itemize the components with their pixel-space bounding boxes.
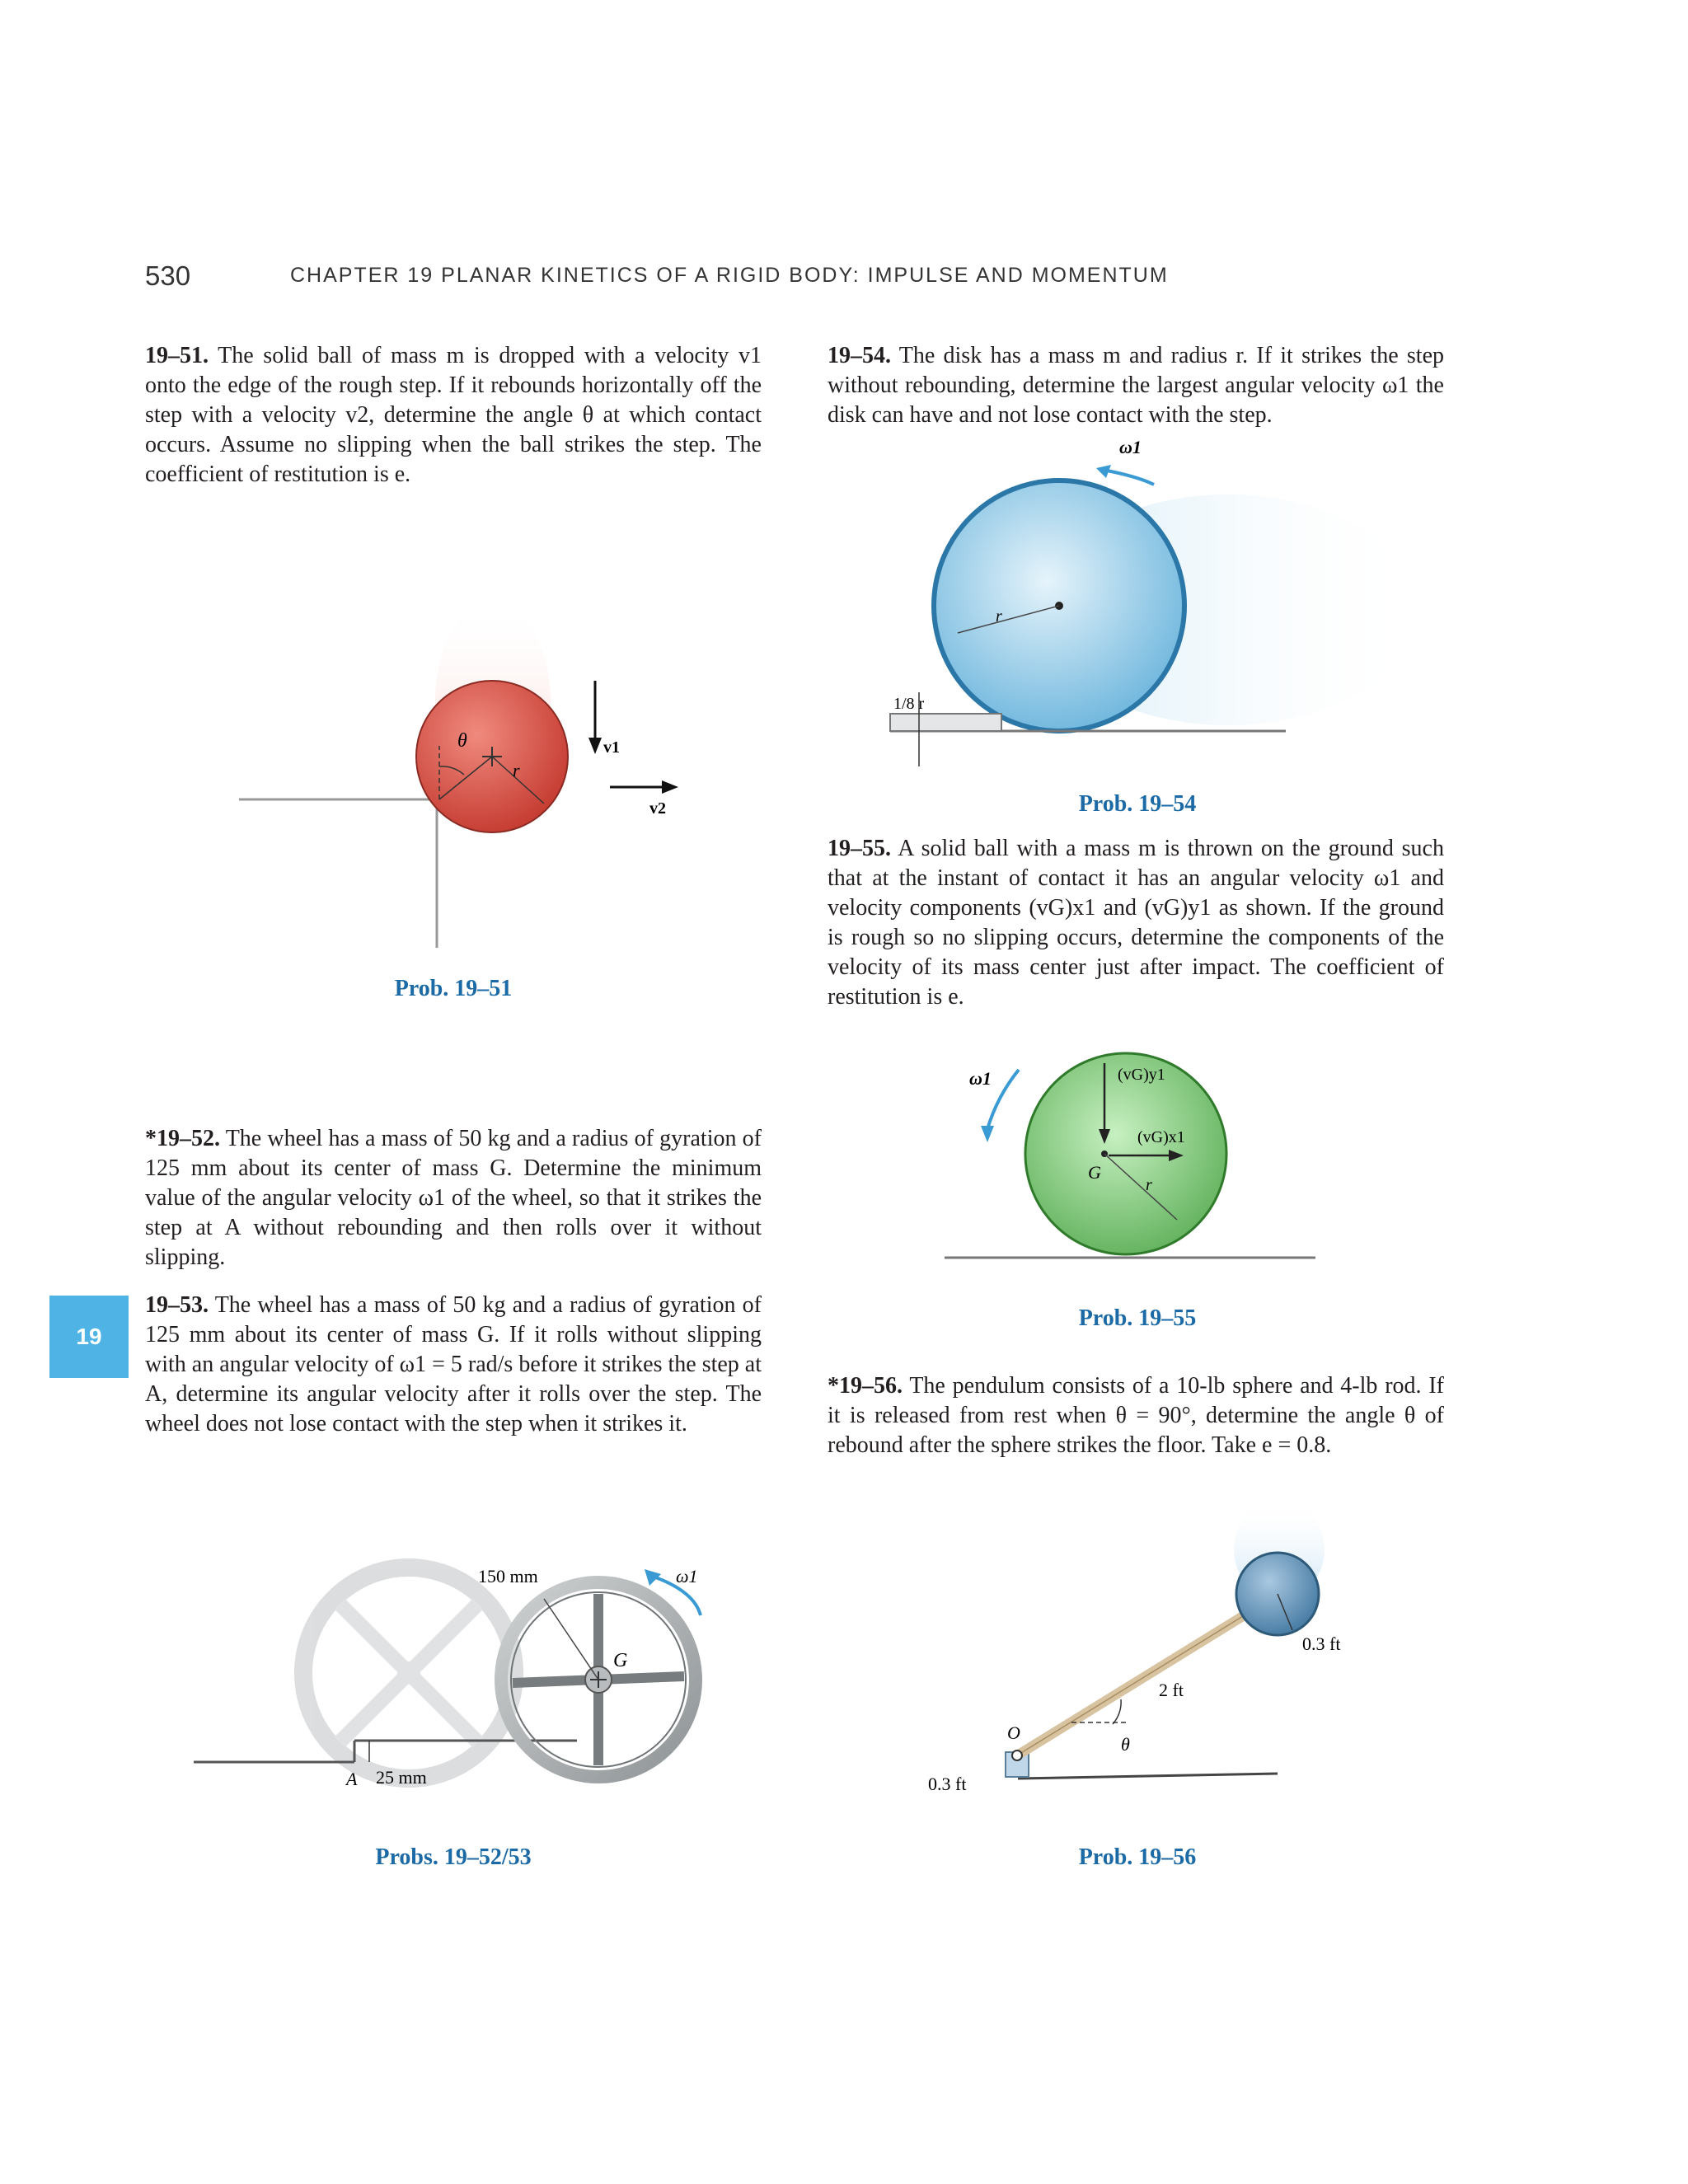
omega-label: ω1 (1119, 437, 1142, 457)
dim-150-label: 150 mm (478, 1566, 538, 1586)
rod-edge (1017, 1599, 1271, 1755)
problem-19-56 (828, 1371, 1444, 1460)
problem-text: A solid ball with a mass m is thrown on the ground such that at the instant of contact it has an angular velocity ω1 and velocity components (vG)x1 and (vG)y1 as shown. If the ground is rough so no slipping occurs, determine the components of the velocity of its mass center just after impact. The coefficient of restitution is e. (828, 836, 1444, 1010)
caption-19-54: Prob. 19–54 (1078, 791, 1197, 817)
omega-arc (987, 1070, 1019, 1129)
dim-03ft-pin-label: 0.3 ft (928, 1774, 967, 1794)
v1-label: v1 (603, 738, 620, 757)
A-label: A (346, 1769, 358, 1789)
problem-text: The wheel has a mass of 50 kg and a radius of gyration of 125 mm about its center of mass G. If it rolls without slipping with an angular velocity of ω1 = 5 rad/s before it strikes the step at A, determine its angular velocity after it rolls over the step. The wheel does not lose contact with the step when it strikes it. (145, 1292, 762, 1436)
ghost-wheel (303, 1568, 514, 1779)
figure-19-55 (940, 1047, 1335, 1294)
omega-arrowhead (981, 1126, 994, 1142)
omega-arc (1103, 470, 1154, 485)
omega-label: ω1 (969, 1068, 992, 1089)
problem-text: The solid ball of mass m is dropped with a velocity v1 onto the edge of the rough step. If it rebounds horizontally off the step with a velocity v2, determine the angle θ at which contact occurs. Assume no slipping when the ball strikes the step. The coefficient of restitution is e. (145, 343, 762, 487)
page-number: 530 (145, 260, 191, 291)
figure-19-56 (915, 1508, 1409, 1830)
G-label: G (1088, 1162, 1101, 1183)
problem-text: The disk has a mass m and radius r. If it strikes the step without rebounding, determine the largest angular velocity ω1 the disk can have and not lose contact with the step. (828, 343, 1444, 428)
r-label: r (513, 760, 520, 780)
problem-text: The pendulum consists of a 10-lb sphere and 4-lb rod. If it is released from rest when θ = 90°, determine the angle θ of rebound after the sphere strikes the floor. Take e = 0.8. (828, 1373, 1444, 1458)
r-label: r (996, 607, 1002, 626)
vG-x1-label: (vG)x1 (1137, 1128, 1185, 1146)
figure-19-51 (223, 602, 717, 981)
chapter-tab: 19 (49, 1296, 129, 1378)
floor (1018, 1774, 1278, 1779)
problem-19-53 (145, 1291, 762, 1439)
problem-text: The wheel has a mass of 50 kg and a radius of gyration of 125 mm about its center of mass G. Determine the minimum value of the angular velocity ω1 of the wheel, so that it strikes the step at A without rebounding and then rolls over it without slipping. (145, 1126, 762, 1270)
theta-label: θ (457, 730, 467, 752)
problem-19-54 (828, 341, 1444, 430)
problem-number: 19–53. (145, 1292, 209, 1318)
problem-number: 19–55. (828, 836, 891, 861)
figure-19-54 (882, 429, 1426, 775)
dim-2ft-label: 2 ft (1159, 1680, 1184, 1700)
problem-number: 19–54. (828, 343, 891, 368)
r-label: r (1146, 1176, 1152, 1194)
omega-label: ω1 (676, 1566, 698, 1586)
problem-number: *19–56. (828, 1373, 903, 1399)
caption-19-51: Prob. 19–51 (394, 976, 513, 1001)
pin (1012, 1750, 1022, 1760)
dim-25-label: 25 mm (376, 1767, 427, 1788)
v1-arrowhead (588, 738, 602, 754)
problem-number: 19–51. (145, 343, 209, 368)
problem-number: *19–52. (145, 1126, 220, 1151)
v2-arrowhead (662, 780, 678, 794)
one-eighth-r-label: 1/8 r (893, 695, 925, 713)
caption-19-56: Prob. 19–56 (1078, 1844, 1197, 1870)
problem-19-52 (145, 1124, 762, 1272)
caption-19-52-53: Probs. 19–52/53 (375, 1844, 532, 1870)
problem-19-55 (828, 834, 1444, 1012)
step (890, 714, 1001, 731)
radius-150-line (544, 1599, 598, 1680)
v2-label: v2 (649, 799, 666, 818)
O-label: O (1007, 1722, 1020, 1743)
vG-y1-label: (vG)y1 (1118, 1066, 1165, 1084)
figure-19-52-53 (190, 1558, 750, 1805)
theta-label: θ (1121, 1734, 1130, 1755)
problem-19-51 (145, 341, 762, 490)
G-label: G (613, 1650, 628, 1671)
dim-03ft-ball-label: 0.3 ft (1302, 1633, 1341, 1654)
chapter-title: CHAPTER 19 PLANAR KINETICS OF A RIGID BODY: IMPULSE AND MOMENTUM (290, 264, 1169, 287)
theta-arc (1113, 1699, 1121, 1724)
caption-19-55: Prob. 19–55 (1078, 1305, 1197, 1331)
